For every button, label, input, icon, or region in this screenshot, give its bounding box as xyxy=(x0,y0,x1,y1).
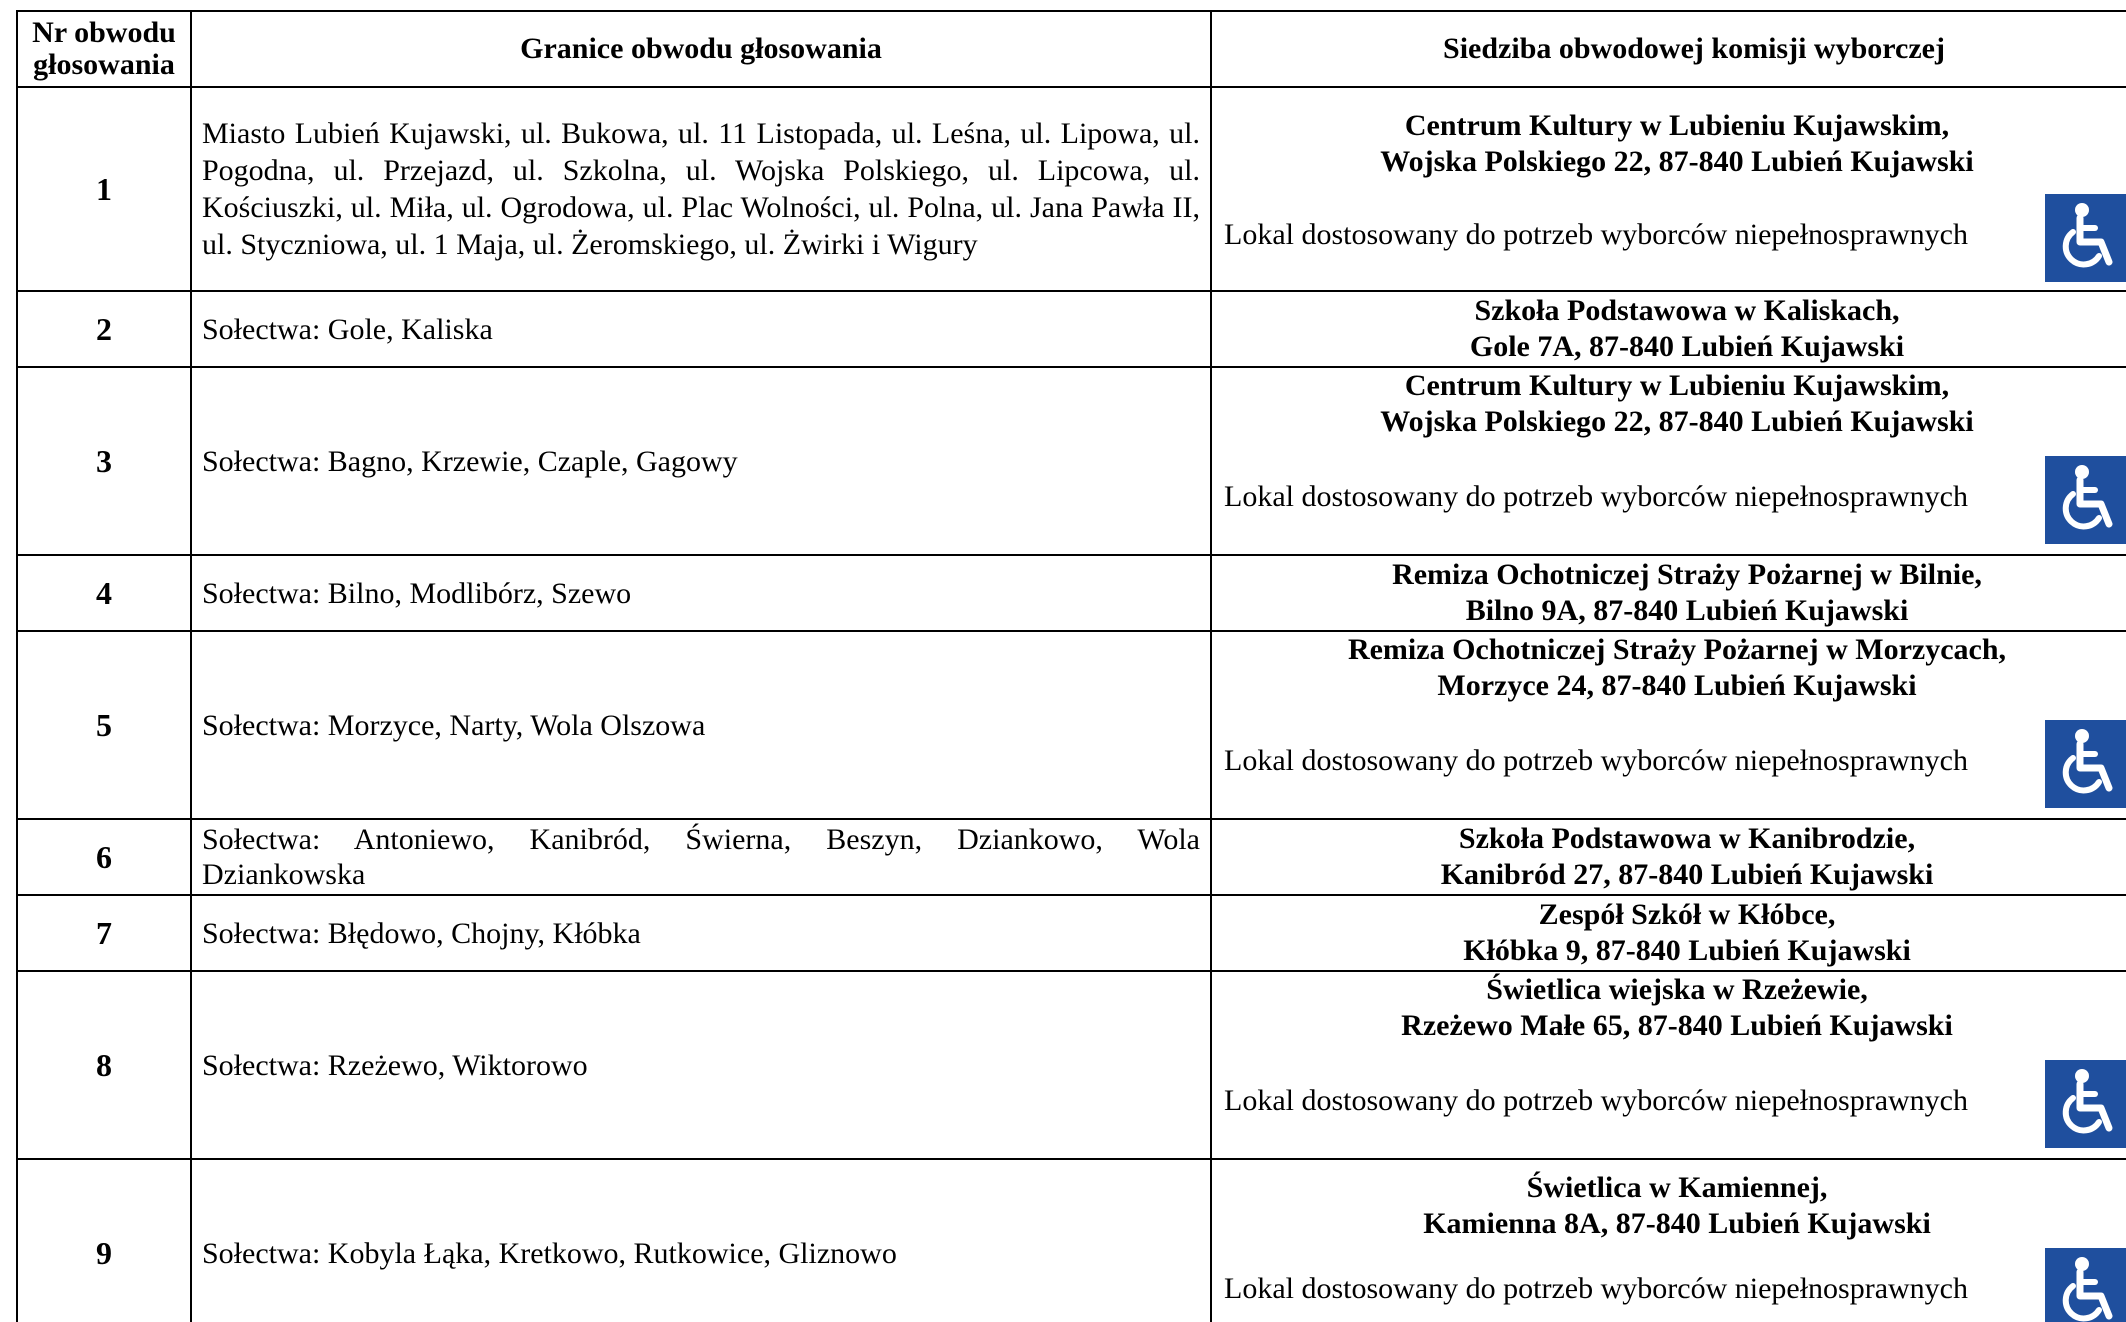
table-row xyxy=(17,291,2126,367)
seat-address xyxy=(1222,293,2126,365)
wheelchair-accessibility-icon xyxy=(2045,720,2126,808)
wheelchair-accessibility-icon xyxy=(2045,194,2126,282)
table-header-row xyxy=(17,11,2126,87)
seat-address xyxy=(1212,1170,2126,1242)
header-commission-seat: Siedziba obwodowej komisji wyborczej xyxy=(1211,11,2126,87)
district-number: 9 xyxy=(17,1159,191,1322)
seat-name: Centrum Kultury w Lubieniu Kujawskim, xyxy=(1404,109,1950,142)
seat-street-address: Kamienna 8A, 87-840 Lubień Kujawski xyxy=(1423,1207,1931,1240)
voting-districts-table xyxy=(16,10,2126,1322)
seat-address xyxy=(1222,557,2126,629)
wheelchair-accessibility-icon xyxy=(2045,1060,2126,1148)
district-number: 6 xyxy=(17,819,191,895)
seat-address xyxy=(1212,632,2126,704)
district-boundaries: Sołectwa: Kobyla Łąka, Kretkowo, Rutkowice, Gliznowo xyxy=(191,1159,1211,1322)
district-number: 4 xyxy=(17,555,191,631)
district-boundaries: Sołectwa: Antoniewo, Kanibród, Świerna, Beszyn, Dziankowo, Wola Dziankowska xyxy=(191,819,1211,895)
seat-name: Szkoła Podstawowa w Kaliskach, xyxy=(1474,294,1900,327)
district-number: 8 xyxy=(17,971,191,1159)
table-row xyxy=(17,367,2126,555)
seat-street-address: Rzeżewo Małe 65, 87-840 Lubień Kujawski xyxy=(1401,1009,1953,1042)
district-number: 2 xyxy=(17,291,191,367)
district-number: 3 xyxy=(17,367,191,555)
seat-street-address: Bilno 9A, 87-840 Lubień Kujawski xyxy=(1465,594,1909,627)
table-row xyxy=(17,1159,2126,1322)
district-number: 5 xyxy=(17,631,191,819)
seat-street-address: Gole 7A, 87-840 Lubień Kujawski xyxy=(1469,330,1905,363)
seat-name: Świetlica w Kamiennej, xyxy=(1526,1171,1828,1204)
seat-address xyxy=(1212,368,2126,440)
table-row xyxy=(17,819,2126,895)
seat-name: Centrum Kultury w Lubieniu Kujawskim, xyxy=(1404,369,1950,402)
header-district-number xyxy=(17,11,191,87)
district-boundaries: Sołectwa: Rzeżewo, Wiktorowo xyxy=(191,971,1211,1159)
seat-name: Remiza Ochotniczej Straży Pożarnej w Morzycach, xyxy=(1347,633,2007,666)
seat-address xyxy=(1222,897,2126,969)
seat-street-address: Morzyce 24, 87-840 Lubień Kujawski xyxy=(1437,669,1917,702)
seat-name: Zespół Szkół w Kłóbce, xyxy=(1538,898,1836,931)
district-boundaries: Sołectwa: Bilno, Modlibórz, Szewo xyxy=(191,555,1211,631)
district-boundaries: Sołectwa: Gole, Kaliska xyxy=(191,291,1211,367)
commission-seat xyxy=(1211,631,2126,819)
district-boundaries: Sołectwa: Bagno, Krzewie, Czaple, Gagowy xyxy=(191,367,1211,555)
table-row xyxy=(17,555,2126,631)
district-number: 7 xyxy=(17,895,191,971)
table-row xyxy=(17,971,2126,1159)
seat-street-address: Wojska Polskiego 22, 87-840 Lubień Kujawski xyxy=(1380,145,1974,178)
district-boundaries: Miasto Lubień Kujawski, ul. Bukowa, ul. 11 Listopada, ul. Leśna, ul. Lipowa, ul. Pogodna, ul. Przejazd, ul. Szkolna, ul. Wojska Polskiego, ul. Lipcowa, ul. Kościuszki, ul. Miła, ul. Ogrodowa, ul. Plac Wolności, ul. Polna, ul. Jana Pawła II, ul. Styczniowa, ul. 1 Maja, ul. Żeromskiego, ul. Żwirki i Wigury xyxy=(191,87,1211,291)
district-boundaries: Sołectwa: Morzyce, Narty, Wola Olszowa xyxy=(191,631,1211,819)
accessibility-note: Lokal dostosowany do potrzeb wyborców niepełnosprawnych xyxy=(1224,480,1968,513)
wheelchair-accessibility-icon xyxy=(2045,1248,2126,1322)
header-district-boundaries: Granice obwodu głosowania xyxy=(191,11,1211,87)
commission-seat xyxy=(1211,291,2126,367)
accessibility-note: Lokal dostosowany do potrzeb wyborców niepełnosprawnych xyxy=(1224,1084,1968,1117)
commission-seat xyxy=(1211,819,2126,895)
seat-street-address: Kłóbka 9, 87-840 Lubień Kujawski xyxy=(1463,934,1911,967)
district-number: 1 xyxy=(17,87,191,291)
accessibility-note: Lokal dostosowany do potrzeb wyborców niepełnosprawnych xyxy=(1224,1272,1968,1305)
header-district-number-line1: Nr obwodu xyxy=(32,16,176,49)
commission-seat xyxy=(1211,895,2126,971)
seat-name: Szkoła Podstawowa w Kanibrodzie, xyxy=(1458,822,1916,855)
commission-seat xyxy=(1211,1159,2126,1322)
seat-name: Świetlica wiejska w Rzeżewie, xyxy=(1486,973,1868,1006)
wheelchair-accessibility-icon xyxy=(2045,456,2126,544)
commission-seat xyxy=(1211,971,2126,1159)
seat-name: Remiza Ochotniczej Straży Pożarnej w Bilnie, xyxy=(1392,558,1982,591)
accessibility-note: Lokal dostosowany do potrzeb wyborców niepełnosprawnych xyxy=(1224,218,1968,251)
seat-address xyxy=(1212,972,2126,1044)
seat-street-address: Wojska Polskiego 22, 87-840 Lubień Kujawski xyxy=(1380,405,1974,438)
commission-seat xyxy=(1211,87,2126,291)
table-row xyxy=(17,631,2126,819)
accessibility-note: Lokal dostosowany do potrzeb wyborców niepełnosprawnych xyxy=(1224,744,1968,777)
header-district-number-line2: głosowania xyxy=(33,48,175,81)
seat-street-address: Kanibród 27, 87-840 Lubień Kujawski xyxy=(1440,858,1934,891)
table-row xyxy=(17,895,2126,971)
table-row xyxy=(17,87,2126,291)
district-boundaries: Sołectwa: Błędowo, Chojny, Kłóbka xyxy=(191,895,1211,971)
seat-address xyxy=(1212,108,2126,180)
seat-address xyxy=(1222,821,2126,893)
commission-seat xyxy=(1211,367,2126,555)
commission-seat xyxy=(1211,555,2126,631)
